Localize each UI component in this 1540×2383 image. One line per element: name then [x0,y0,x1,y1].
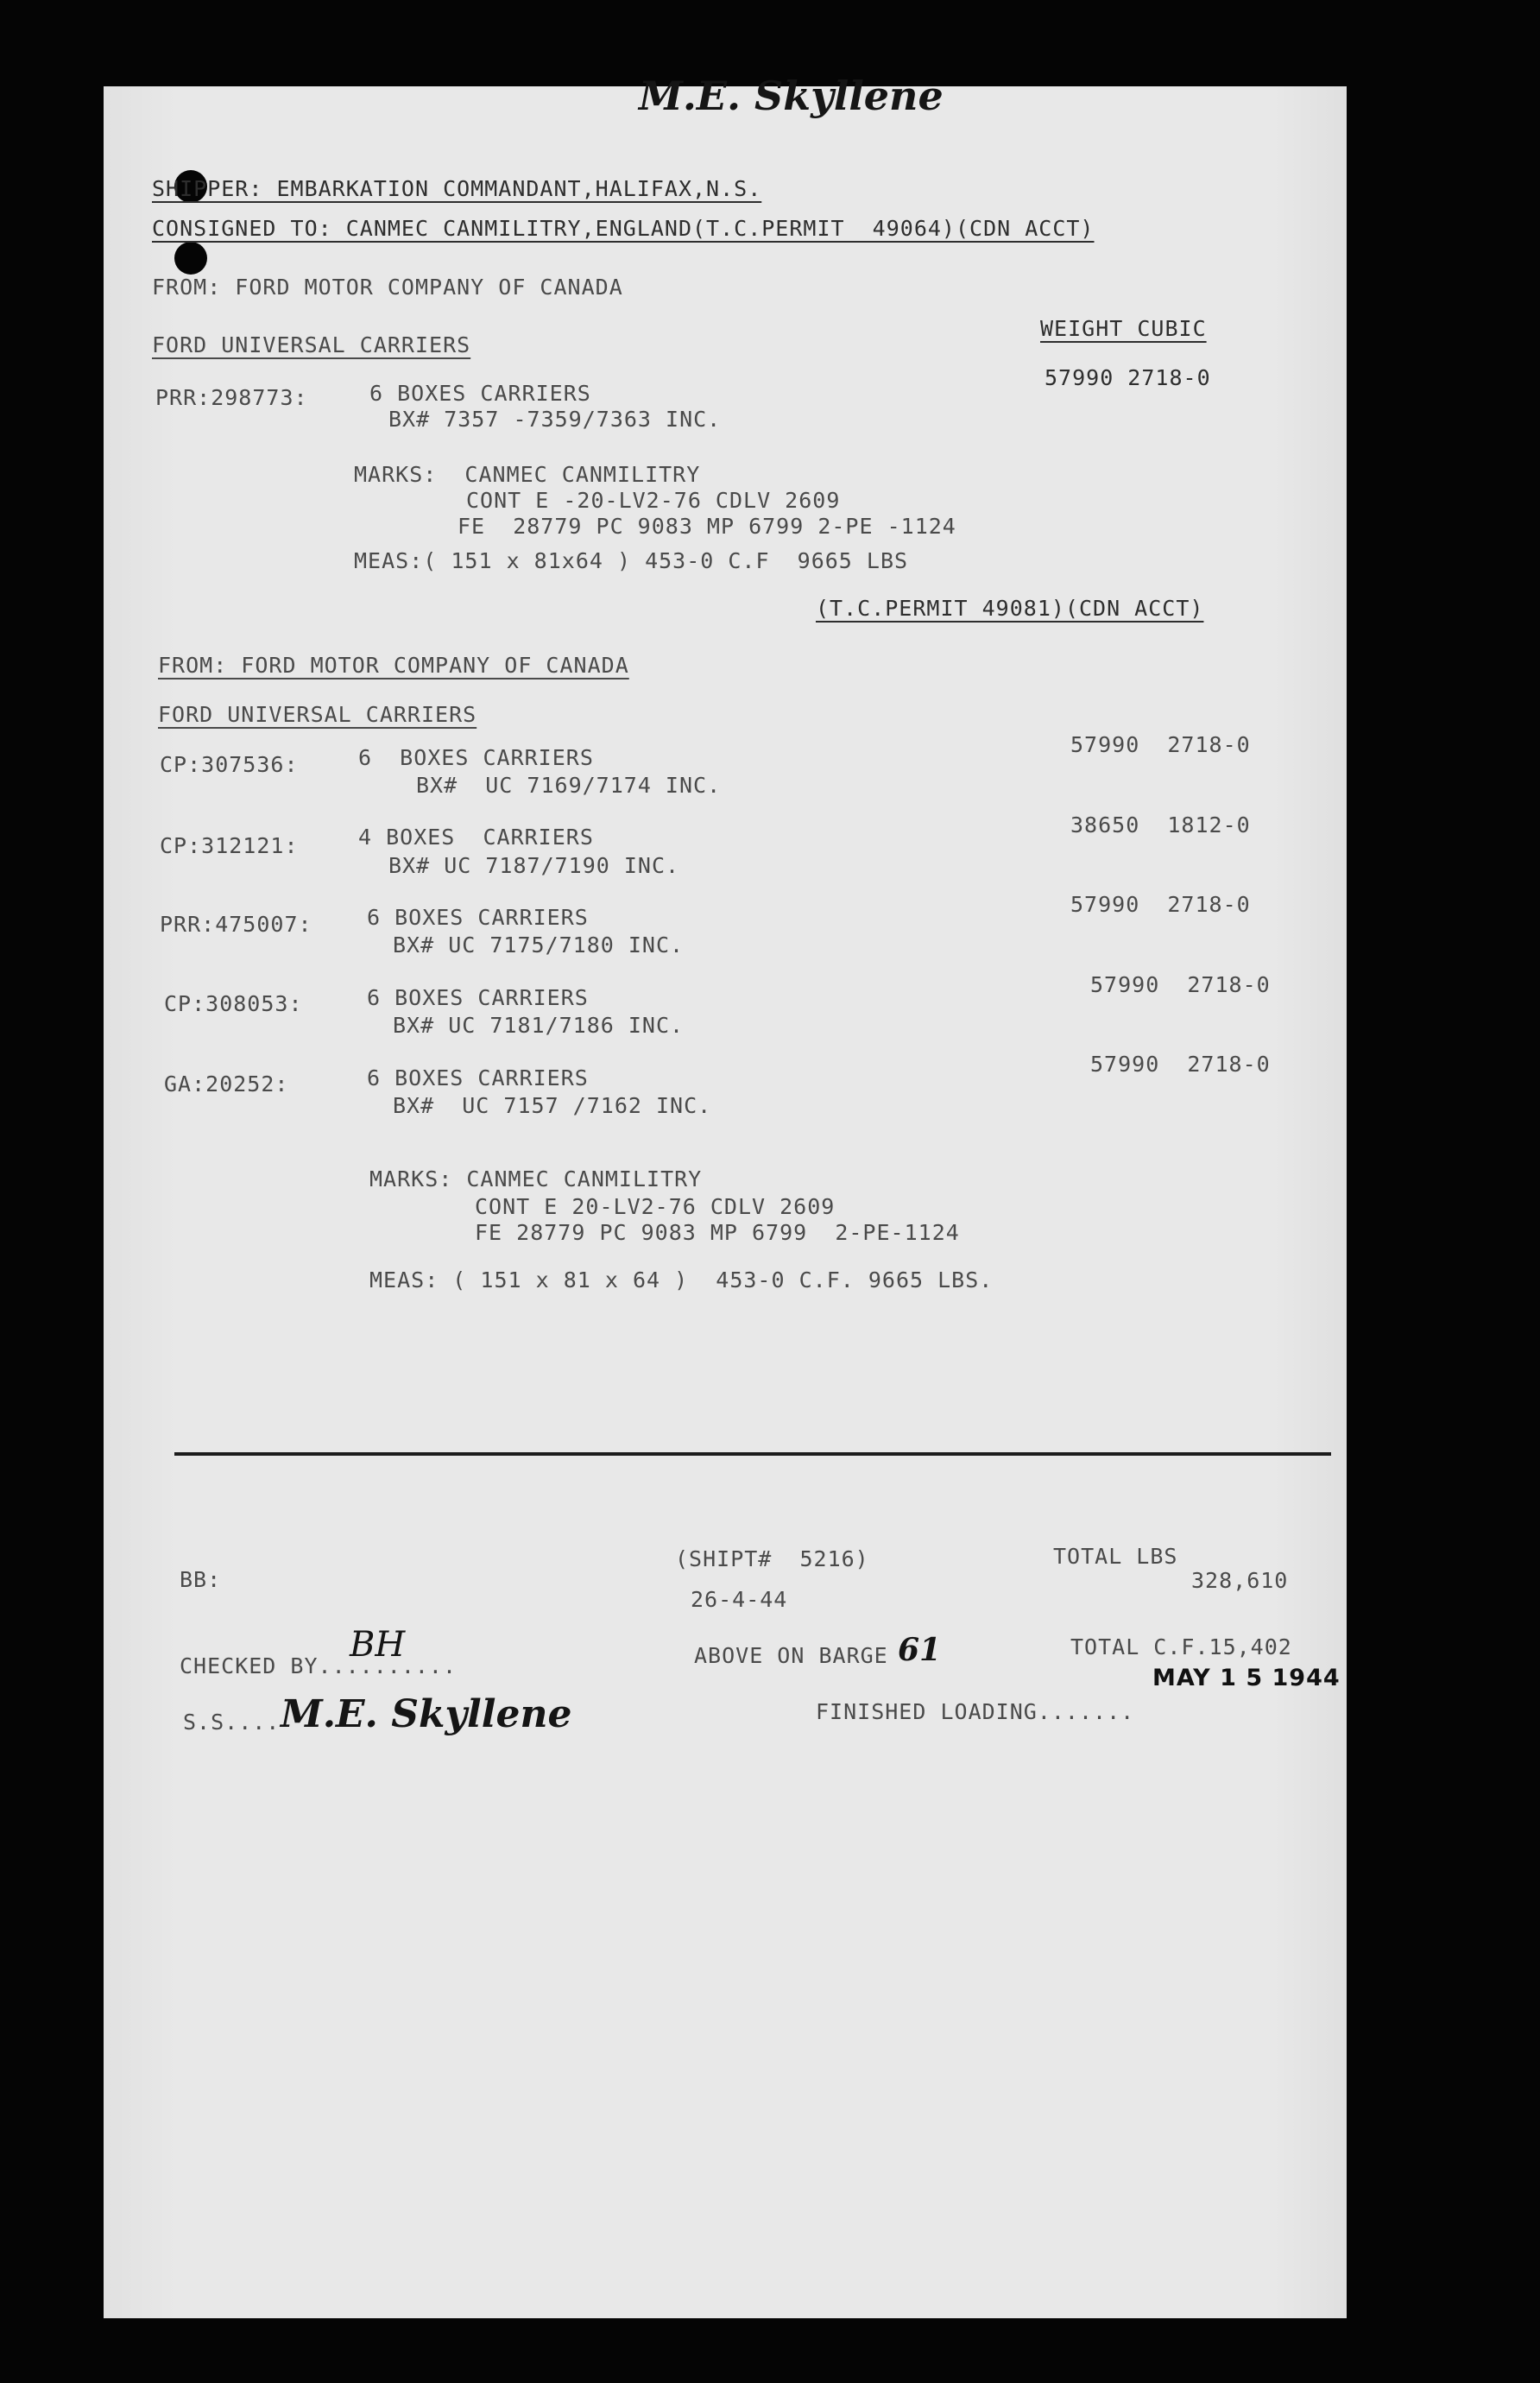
shipper-line: SHIPPER: EMBARKATION COMMANDANT,HALIFAX,N.S. [152,176,762,201]
entry-weight-cubic: 57990 2718-0 [1090,972,1271,997]
entry-code: CP:312121: [160,833,299,858]
weight-cubic-header: WEIGHT CUBIC [1040,316,1207,341]
marks-line-3: FE 28779 PC 9083 MP 6799 2-PE -1124 [458,514,956,539]
entry-desc: 6 BOXES CARRIERS [367,985,589,1010]
document-page [104,73,1347,2318]
entry-box: BX# 7357 -7359/7363 INC. [388,407,722,432]
entry-desc: 6 BOXES CARRIERS [369,381,591,406]
marks-line-2: CONT E -20-LV2-76 CDLV 2609 [466,488,841,513]
shipment-number: (SHIPT# 5216) [675,1546,869,1571]
entry-box: BX# UC 7157 /7162 INC. [393,1093,712,1118]
meas-line: MEAS:( 151 x 81x64 ) 453-0 C.F 9665 LBS [354,548,909,573]
checked-by: CHECKED BY.......... [180,1653,458,1678]
marks-line-1: MARKS: CANMEC CANMILITRY [369,1166,703,1192]
entry-desc: 4 BOXES CARRIERS [358,825,594,850]
item-heading-2: FORD UNIVERSAL CARRIERS [158,702,477,727]
from-line: FROM: FORD MOTOR COMPANY OF CANADA [152,275,623,300]
barge-line: ABOVE ON BARGE [694,1643,888,1668]
total-cf: TOTAL C.F.15,402 [1070,1634,1292,1659]
entry-code: PRR:298773: [155,385,308,410]
ss-label: S.S.... [183,1710,281,1735]
meas-line: MEAS: ( 151 x 81 x 64 ) 453-0 C.F. 9665 LBS. [369,1267,994,1293]
entry-weight-cubic: 57990 2718-0 [1090,1052,1271,1077]
bb-label: BB: [180,1567,222,1592]
entry-code: CP:308053: [164,991,303,1016]
entry-weight-cubic: 57990 2718-0 [1045,365,1211,390]
total-lbs-label: TOTAL LBS [1053,1544,1178,1569]
signature-bottom: M.E. Skyllene [281,1692,572,1736]
entry-desc: 6 BOXES CARRIERS [367,905,589,930]
marks-line-1: MARKS: CANMEC CANMILITRY [354,462,701,487]
date-stamp: MAY 1 5 1944 [1152,1665,1341,1691]
permit-line: (T.C.PERMIT 49081)(CDN ACCT) [816,596,1204,621]
entry-weight-cubic: 57990 2718-0 [1070,732,1251,757]
divider-rule [174,1452,1331,1456]
marks-line-3: FE 28779 PC 9083 MP 6799 2-PE-1124 [475,1220,960,1245]
from-line-2: FROM: FORD MOTOR COMPANY OF CANADA [158,653,629,678]
checked-initials: BH [350,1625,406,1665]
barge-number: 61 [898,1632,942,1668]
consigned-line: CONSIGNED TO: CANMEC CANMILITRY,ENGLAND(T.C.PERMIT 49064)(CDN ACCT) [152,216,1095,241]
shipment-date: 26-4-44 [691,1587,788,1612]
entry-desc: 6 BOXES CARRIERS [367,1065,589,1090]
entry-code: CP:307536: [160,752,299,777]
entry-box: BX# UC 7181/7186 INC. [393,1013,685,1038]
entry-box: BX# UC 7187/7190 INC. [388,853,680,878]
entry-code: GA:20252: [164,1071,289,1097]
marks-line-2: CONT E 20-LV2-76 CDLV 2609 [475,1194,836,1219]
entry-box: BX# UC 7169/7174 INC. [416,773,722,798]
punch-hole-bottom [174,242,207,275]
total-lbs-value: 328,610 [1191,1568,1289,1593]
signature-top: M.E. Skyllene [639,73,944,119]
item-heading: FORD UNIVERSAL CARRIERS [152,332,471,357]
entry-weight-cubic: 57990 2718-0 [1070,892,1251,917]
entry-desc: 6 BOXES CARRIERS [358,745,594,770]
finished-loading: FINISHED LOADING....... [816,1699,1135,1724]
entry-code: PRR:475007: [160,912,312,937]
entry-weight-cubic: 38650 1812-0 [1070,812,1251,838]
entry-box: BX# UC 7175/7180 INC. [393,932,685,958]
